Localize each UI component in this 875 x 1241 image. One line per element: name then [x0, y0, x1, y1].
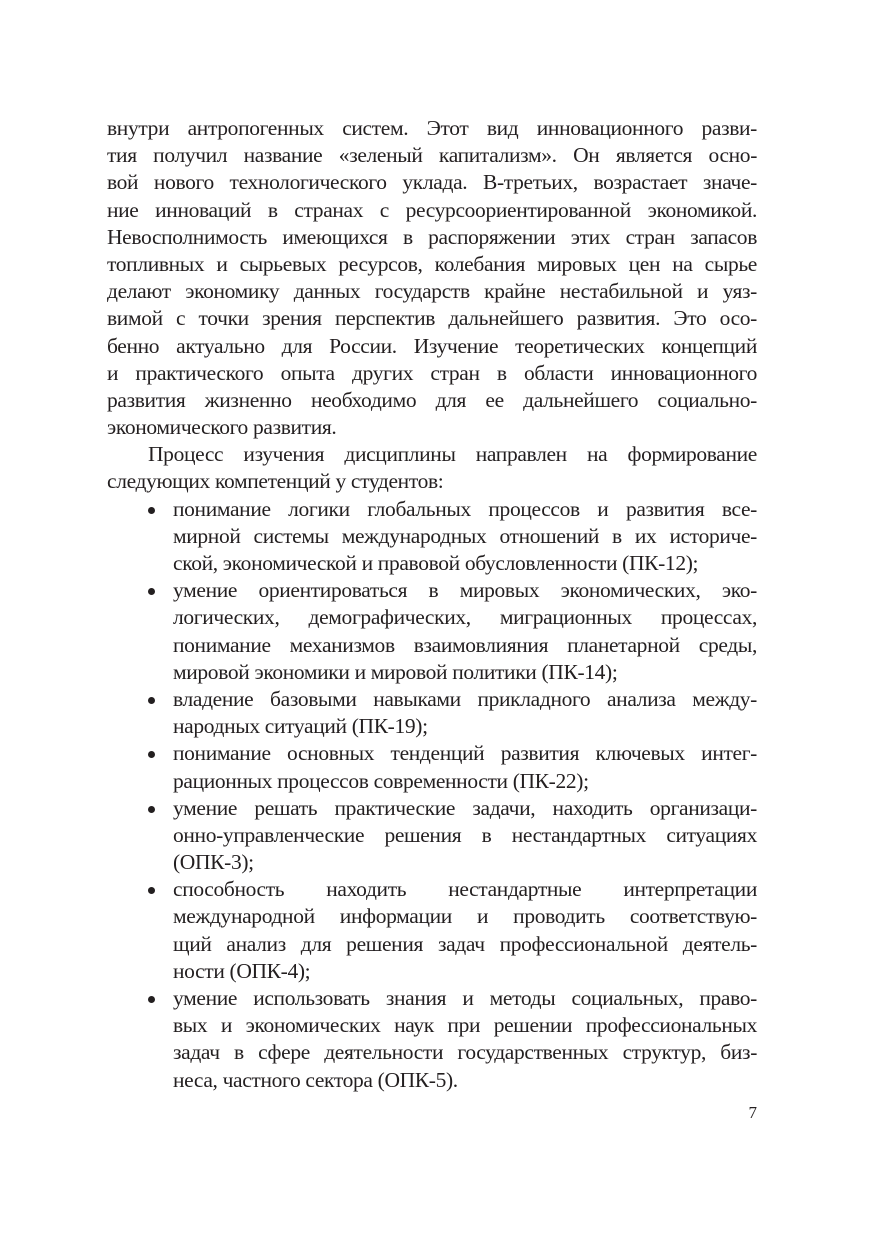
text-line: неса, частного сектора (ОПК-5).	[173, 1067, 458, 1092]
text-line: ние инноваций в странах с ресурсоориентированной экономикой.	[107, 197, 757, 222]
bullet-icon	[148, 806, 155, 813]
text-line: тия получил название «зеленый капитализм». Он является осно-	[107, 143, 757, 168]
text-line: умение ориентироваться в мировых экономических, эко-	[173, 578, 757, 603]
text-line: мирной системы международных отношений в их историче-	[173, 523, 757, 548]
list-item	[107, 496, 757, 578]
list-item	[107, 577, 757, 686]
paragraph	[107, 441, 757, 495]
text-line: следующих компетенций у студентов:	[107, 469, 444, 494]
bullet-icon	[148, 588, 155, 595]
text-line: понимание основных тенденций развития ключевых интег-	[173, 741, 757, 766]
text-line: умение использовать знания и методы социальных, право-	[173, 986, 757, 1010]
text-line: делают экономику данных государств крайне нестабильной и уяз-	[107, 279, 757, 304]
text-line: вых и экономических наук при решении профессиональных	[173, 1013, 757, 1038]
text-line: народных ситуаций (ПК-19);	[173, 714, 428, 739]
bullet-icon	[148, 507, 155, 514]
text-line: и практического опыта других стран в области инновационного	[107, 360, 757, 385]
text-line: понимание логики глобальных процессов и развития все-	[173, 496, 757, 521]
text-line: экономического развития.	[107, 415, 337, 440]
list-item	[107, 876, 757, 985]
list-item	[107, 795, 757, 877]
text-line: задач в сфере деятельности государственных структур, биз-	[173, 1040, 757, 1065]
text-line: ской, экономической и правовой обусловленности (ПК-12);	[173, 551, 699, 575]
paragraph	[107, 115, 757, 441]
text-line: Процесс изучения дисциплины направлен на формирование	[148, 442, 757, 467]
page-body	[107, 115, 757, 1094]
text-line: топливных и сырьевых ресурсов, колебания мировых цен на сырье	[107, 251, 757, 276]
text-line: развития жизненно необходимо для ее дальнейшего социально-	[107, 387, 757, 412]
text-line: умение решать практические задачи, находить организаци-	[173, 795, 757, 820]
text-line: вой нового технологического уклада. В-третьих, возрастает значе-	[107, 170, 757, 195]
list-item	[107, 985, 757, 1094]
bullet-icon	[148, 887, 155, 894]
text-line: щий анализ для решения задач профессиональной деятель-	[173, 931, 757, 956]
text-line: внутри антропогенных систем. Этот вид инновационного разви-	[107, 116, 757, 140]
page-number: 7	[748, 1103, 757, 1122]
text-line: способность находить нестандартные интерпретации	[173, 877, 757, 902]
bullet-icon	[148, 751, 155, 758]
text-line: Невосполнимость имеющихся в распоряжении этих стран запасов	[107, 224, 757, 249]
text-line: (ОПК-3);	[173, 850, 254, 875]
list-item	[107, 740, 757, 794]
text-line: мировой экономики и мировой политики (ПК-14);	[173, 659, 618, 684]
text-line: вимой с точки зрения перспектив дальнейшего развития. Это осо-	[107, 306, 757, 331]
competency-list	[107, 496, 757, 1094]
bullet-icon	[148, 996, 155, 1003]
text-line: рационных процессов современности (ПК-22);	[173, 768, 589, 793]
text-line: ности (ОПК-4);	[173, 958, 311, 983]
text-line: логических, демографических, миграционных процессах,	[173, 605, 757, 630]
bullet-icon	[148, 697, 155, 704]
text-line: международной информации и проводить соответствую-	[173, 904, 757, 929]
list-item	[107, 686, 757, 740]
text-line: понимание механизмов взаимовлияния планетарной среды,	[173, 632, 757, 657]
text-line: бенно актуально для России. Изучение теоретических концепций	[107, 333, 757, 358]
text-line: онно-управленческие решения в нестандартных ситуациях	[173, 822, 757, 847]
text-line: владение базовыми навыками прикладного анализа между-	[173, 686, 757, 711]
